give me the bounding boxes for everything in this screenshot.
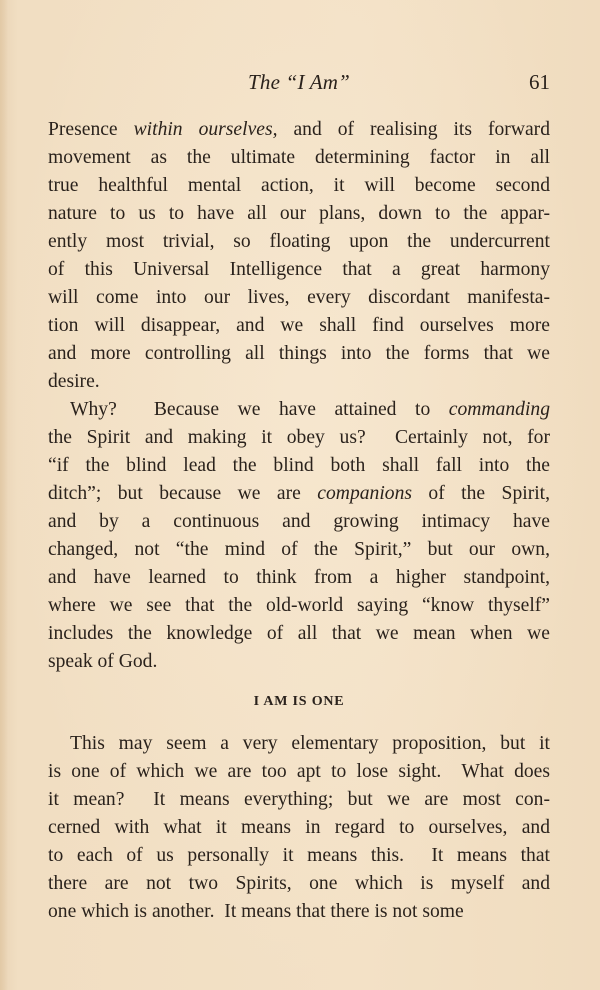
text-run: will come into our lives, every discordant manifesta- [48, 287, 550, 308]
italic-text: commanding [448, 399, 550, 420]
text-line [48, 842, 550, 870]
text-line [48, 620, 550, 648]
text-line [48, 648, 550, 676]
text-line [48, 592, 550, 620]
text-line [48, 870, 550, 898]
running-head [48, 70, 550, 100]
text-run: it mean? It means everything; but we are most con- [48, 789, 550, 810]
running-title: The “I Am” [248, 70, 350, 94]
italic-text: companions [317, 483, 412, 504]
text-line [48, 396, 550, 424]
text-run: one which is another. It means that there is not some [48, 901, 464, 922]
paragraph-3 [48, 730, 550, 926]
text-run: and by a continuous and growing intimacy have [48, 511, 550, 532]
text-run: tion will disappear, and we shall find ourselves more [48, 315, 550, 336]
text-line [48, 814, 550, 842]
text-run: desire. [48, 371, 100, 392]
text-run: and of realising its forward [277, 119, 550, 140]
text-line [48, 564, 550, 592]
text-run: is one of which we are too apt to lose sight. What does [48, 761, 550, 782]
text-line [48, 256, 550, 284]
text-run: of the Spirit, [412, 483, 551, 504]
text-run: cerned with what it means in regard to ourselves, and [48, 817, 550, 838]
text-line [48, 116, 550, 144]
text-run: the Spirit and making it obey us? Certainly not, for [48, 427, 550, 448]
text-line [48, 758, 550, 786]
text-line [48, 228, 550, 256]
text-run: Why? Because we have attained to [70, 399, 449, 420]
text-line [48, 730, 550, 758]
text-run: nature to us to have all our plans, down to the appar- [48, 203, 550, 224]
page-number: 61 [529, 70, 550, 94]
section-heading: I AM IS ONE [253, 694, 345, 709]
text-run: “if the blind lead the blind both shall fall into the [48, 455, 550, 476]
paragraph-2 [48, 396, 550, 676]
text-run: ditch”; but because we are [48, 483, 318, 504]
text-line [48, 368, 550, 396]
text-run: speak of God. [48, 651, 158, 672]
text-run: of this Universal Intelligence that a great harmony [48, 259, 550, 280]
text-run: to each of us personally it means this. It means that [48, 845, 550, 866]
text-line [48, 144, 550, 172]
text-run: where we see that the old-world saying “know thyself” [48, 595, 550, 616]
text-run: includes the knowledge of all that we mean when we [48, 623, 550, 644]
text-run: changed, not “the mind of the Spirit,” but our own, [48, 539, 550, 560]
text-line [48, 898, 550, 926]
text-line [48, 284, 550, 312]
text-line [48, 172, 550, 200]
text-line [48, 312, 550, 340]
text-run: This may seem a very elementary proposition, but it [70, 733, 550, 754]
text-run: movement as the ultimate determining factor in all [48, 147, 550, 168]
text-run: Presence [48, 119, 134, 140]
text-run: and have learned to think from a higher standpoint, [48, 567, 550, 588]
text-line [48, 536, 550, 564]
text-line [48, 452, 550, 480]
text-line [48, 200, 550, 228]
paragraph-1 [48, 116, 550, 396]
text-run: and more controlling all things into the forms that we [48, 343, 550, 364]
text-line [48, 786, 550, 814]
text-run: there are not two Spirits, one which is myself and [48, 873, 550, 894]
text-line [48, 340, 550, 368]
italic-text: within ourselves, [133, 119, 278, 140]
text-line [48, 480, 550, 508]
text-run: ently most trivial, so floating upon the undercurrent [48, 231, 550, 252]
text-run: true healthful mental action, it will become second [48, 175, 550, 196]
body-text [48, 116, 550, 926]
text-line [48, 424, 550, 452]
text-line [48, 508, 550, 536]
page-edge-shadow [0, 0, 8, 990]
